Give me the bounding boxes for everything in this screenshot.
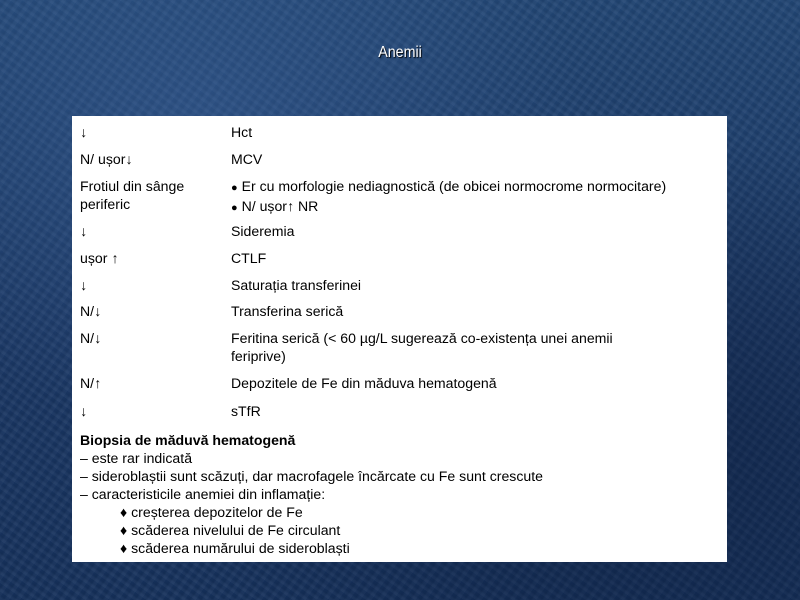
content-table [72,116,727,562]
table-cell-left-line: periferic [80,196,131,212]
table-cell-right: Transferina serică [231,303,344,319]
diamond-bullet-icon: ♦ [120,522,128,538]
table-row [80,118,719,150]
bullet-dot-icon: ● [231,202,238,214]
table-row [80,329,719,374]
table-cell-right: MCV [231,151,263,167]
bullet-line [231,177,719,197]
diamond-bullet-icon: ♦ [120,540,128,556]
table-cell-right: Saturația transferinei [231,277,362,293]
biopsy-section [80,431,719,557]
table-cell-right [231,329,719,374]
slide-title: Anemii [378,44,422,61]
table-cell-left [80,177,231,222]
table-cell-left-line: Frotiul din sânge [80,178,185,194]
biopsy-sub-item [80,539,719,557]
table-row [80,150,719,177]
table-cell-left: N/↑ [80,375,102,391]
biopsy-sub-text: creșterea depozitelor de Fe [131,504,303,520]
biopsy-sub-item [80,521,719,539]
table-cell-left: N/↓ [80,330,102,346]
table-row [80,276,719,302]
biopsy-sub-text: scăderea numărului de sideroblaști [131,540,350,556]
biopsy-line: – sideroblaștii sunt scăzuți, dar macrofagele încărcate cu Fe sunt crescute [80,468,543,484]
biopsy-sub-item [80,503,719,521]
table-row [80,402,719,428]
table-cell-left: ↓ [80,403,88,419]
table-cell-right: CTLF [231,250,267,266]
bullet-dot-icon: ● [231,182,238,194]
table-cell-right: Hct [231,124,253,140]
biopsy-line: – caracteristicile anemiei din inflamație: [80,486,326,502]
bullet-text: N/ ușor↑ NR [241,198,319,214]
bullet-line [231,197,719,217]
table-cell-left: N/↓ [80,303,102,319]
table-cell-left: ↓ [80,124,88,140]
table-cell-right [231,177,719,222]
table-row [80,374,719,402]
table-cell-right-line: feriprive) [231,348,286,364]
table-row [80,302,719,329]
table-cell-left: ↓ [80,277,88,293]
table-cell-left: N/ ușor↓ [80,151,133,167]
table-row [80,249,719,276]
table-row [80,177,719,222]
biopsy-title: Biopsia de măduvă hematogenă [80,432,296,448]
diamond-bullet-icon: ♦ [120,504,128,520]
bullet-text: Er cu morfologie nediagnostică (de obicei normocrome normocitare) [241,178,667,194]
biopsy-sub-text: scăderea nivelului de Fe circulant [131,522,341,538]
table-cell-right: Depozitele de Fe din măduva hematogenă [231,375,497,391]
table-cell-right: sTfR [231,403,261,419]
table-cell-left: ușor ↑ [80,250,119,266]
biopsy-line: – este rar indicată [80,450,193,466]
table-cell-left: ↓ [80,223,88,239]
table-row [80,222,719,249]
table-cell-right-line: Feritina serică (< 60 µg/L sugerează co-existența unei anemii [231,330,613,346]
table-cell-right: Sideremia [231,223,295,239]
